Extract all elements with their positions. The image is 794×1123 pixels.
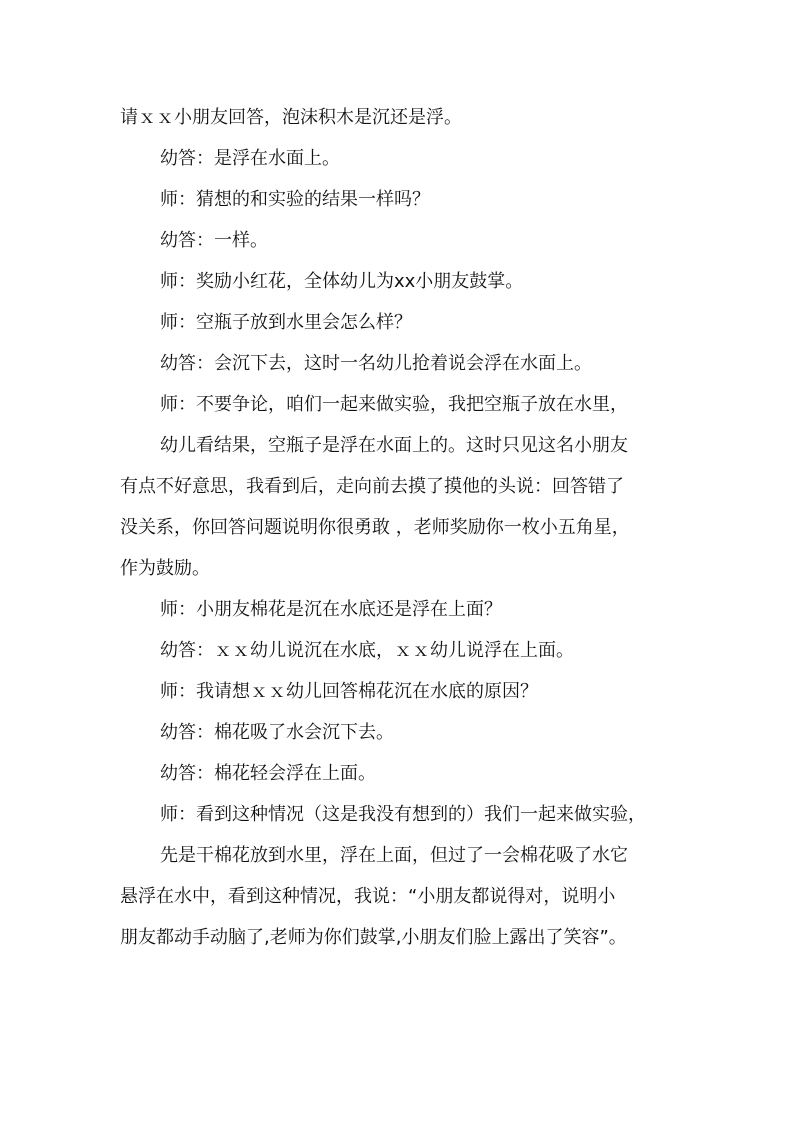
paragraph-line: 幼答：ｘｘ幼儿说沉在水底，ｘｘ幼儿说浮在上面。 xyxy=(160,640,574,661)
paragraph-line: 师：猜想的和实验的结果一样吗？ xyxy=(160,189,430,210)
paragraph-line: 师：空瓶子放到水里会怎么样？ xyxy=(160,312,412,333)
paragraph-line: 悬浮在水中，看到这种情况，我说：“小朋友都说得对，说明小 xyxy=(120,886,616,907)
paragraph-line: 朋友都动手动脑了,老师为你们鼓掌,小朋友们脸上露出了笑容”。 xyxy=(120,927,627,948)
paragraph-line: 幼答：棉花吸了水会沉下去。 xyxy=(160,722,394,743)
paragraph-line: 师：我请想ｘｘ幼儿回答棉花沉在水底的原因？ xyxy=(160,681,538,702)
paragraph-line: 幼儿看结果，空瓶子是浮在水面上的。这时只见这名小朋友 xyxy=(160,435,628,456)
paragraph-line: 师：看到这种情况（这是我没有想到的）我们一起来做实验， xyxy=(160,804,646,825)
paragraph-line: 师：奖励小红花，全体幼儿为xx小朋友鼓掌。 xyxy=(160,271,524,292)
paragraph-line: 先是干棉花放到水里，浮在上面，但过了一会棉花吸了水它 xyxy=(160,845,628,866)
paragraph-line: 师：不要争论，咱们一起来做实验，我把空瓶子放在水里， xyxy=(160,394,628,415)
paragraph-line: 师：小朋友棉花是沉在水底还是浮在上面？ xyxy=(160,599,502,620)
paragraph-line: 作为鼓励。 xyxy=(120,558,210,579)
paragraph-line: 幼答：一样。 xyxy=(160,230,268,251)
paragraph-line: 没关系，你回答问题说明你很勇敢 ，老师奖励你一枚小五角星， xyxy=(120,517,630,538)
paragraph-line: 有点不好意思，我看到后，走向前去摸了摸他的头说：回答错了 xyxy=(120,476,624,497)
paragraph-line: 幼答：棉花轻会浮在上面。 xyxy=(160,763,376,784)
paragraph-line: 幼答：是浮在水面上。 xyxy=(160,148,340,169)
paragraph-line: 请ｘｘ小朋友回答，泡沫积木是沉还是浮。 xyxy=(120,107,462,128)
paragraph-line: 幼答：会沉下去，这时一名幼儿抢着说会浮在水面上。 xyxy=(160,353,592,374)
